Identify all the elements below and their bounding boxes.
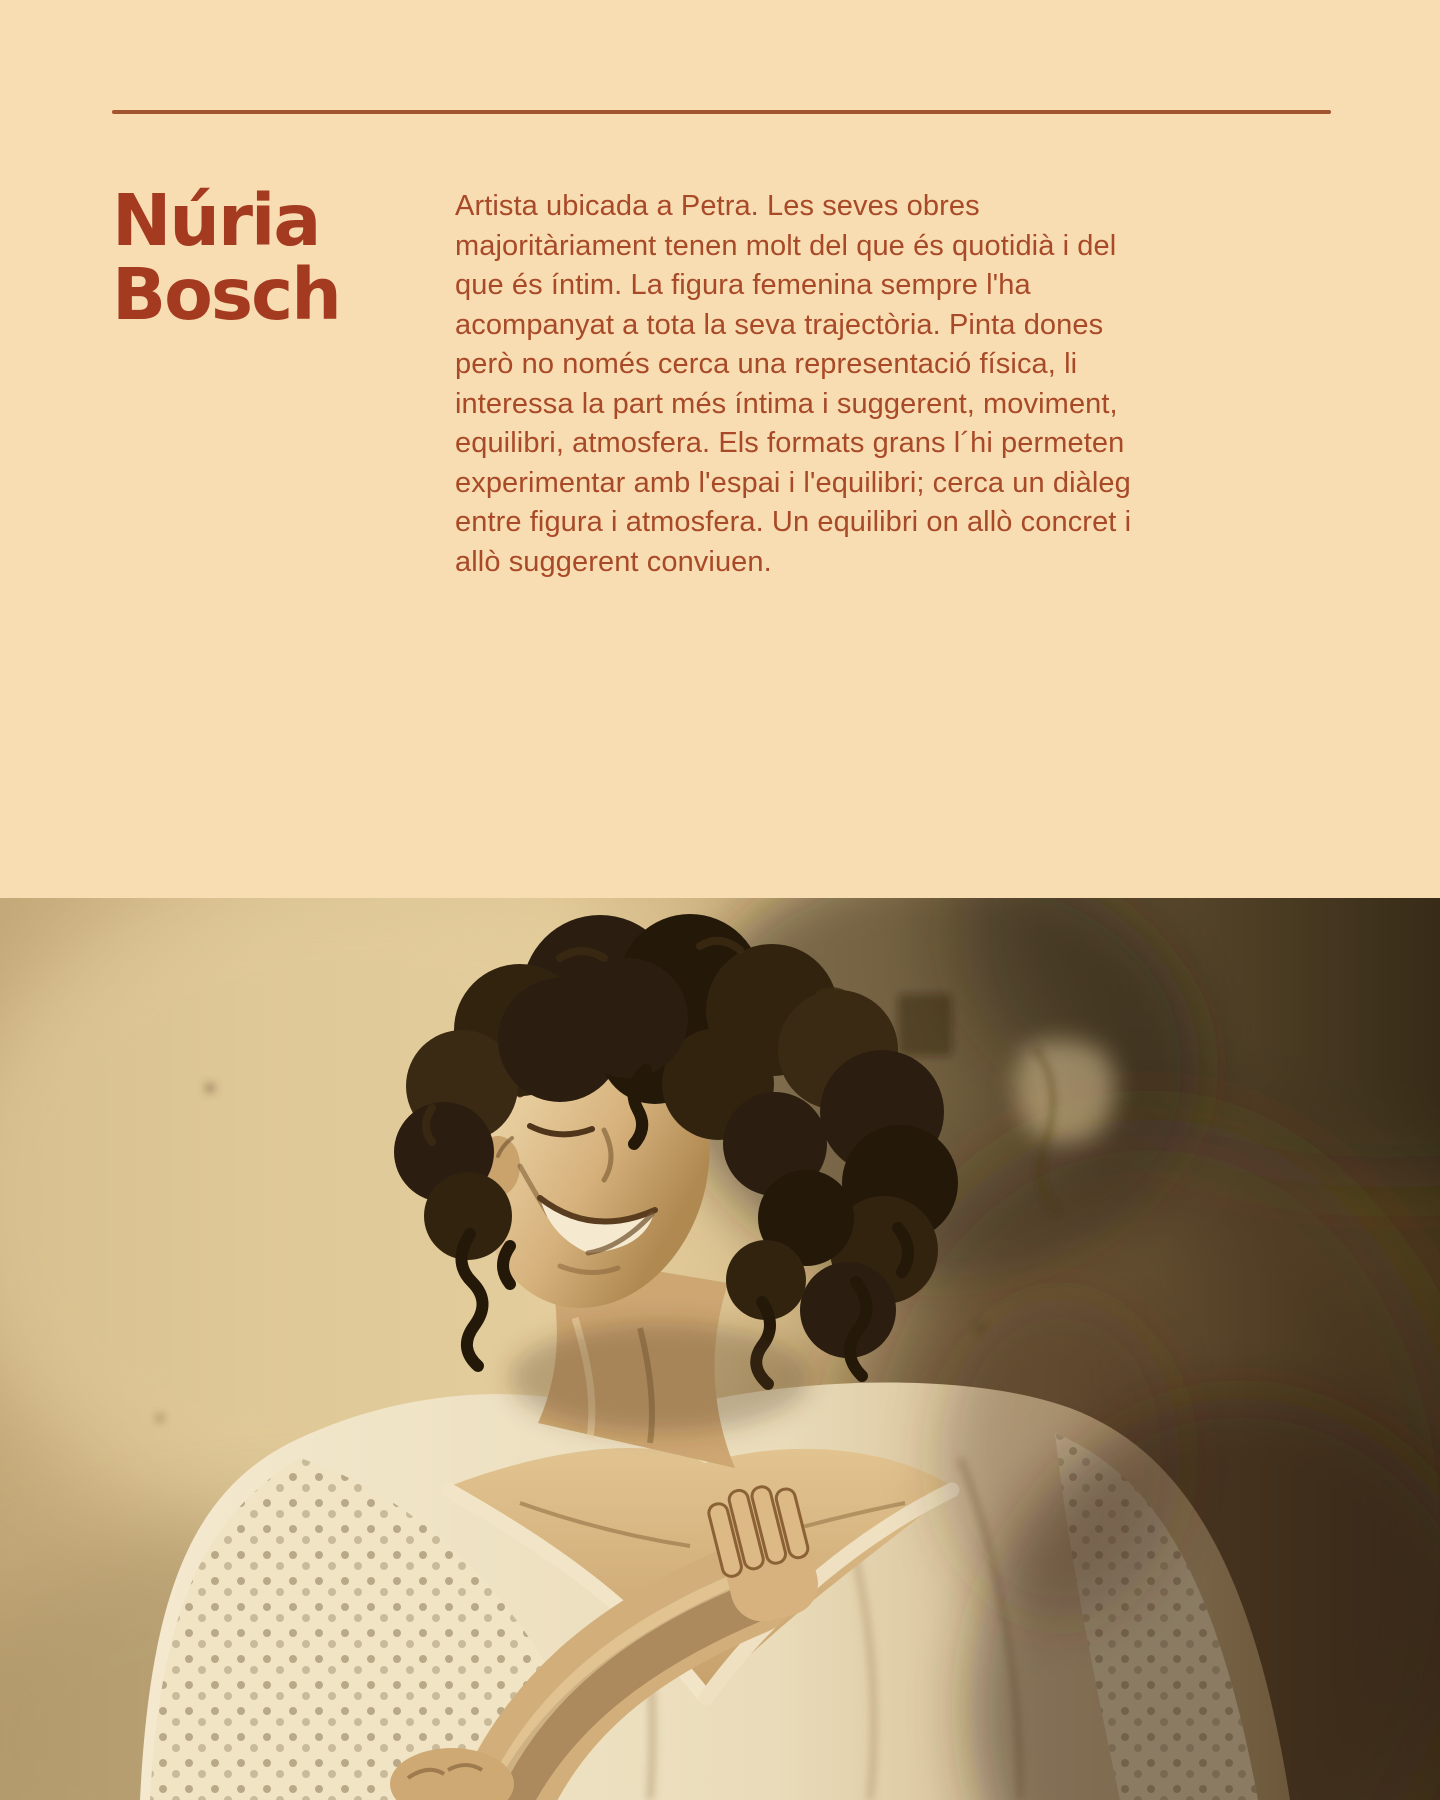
bio-paragraph: Artista ubicada a Petra. Les seves obres majoritàriament tenen molt del que és quotidià i del que és íntim. La figura femenina sempre l'ha acompanyat a tota la seva trajectòria. Pinta dones però no només cerca una representació física, li interessa la part més íntima i suggerent, moviment, equilibri, atmosfera. Els formats grans l´hi permeten experimentar amb l'espai i l'equilibri; cerca un diàleg entre figura i atmosfera. Un equilibri on allò concret i allò suggerent conviuen. [455,190,1132,578]
bio-section [0,0,1440,898]
top-divider-line [112,110,1331,114]
artist-portrait-photo [0,898,1440,1800]
page-title: Núria Bosch [112,178,340,337]
portrait-illustration [0,898,1440,1800]
